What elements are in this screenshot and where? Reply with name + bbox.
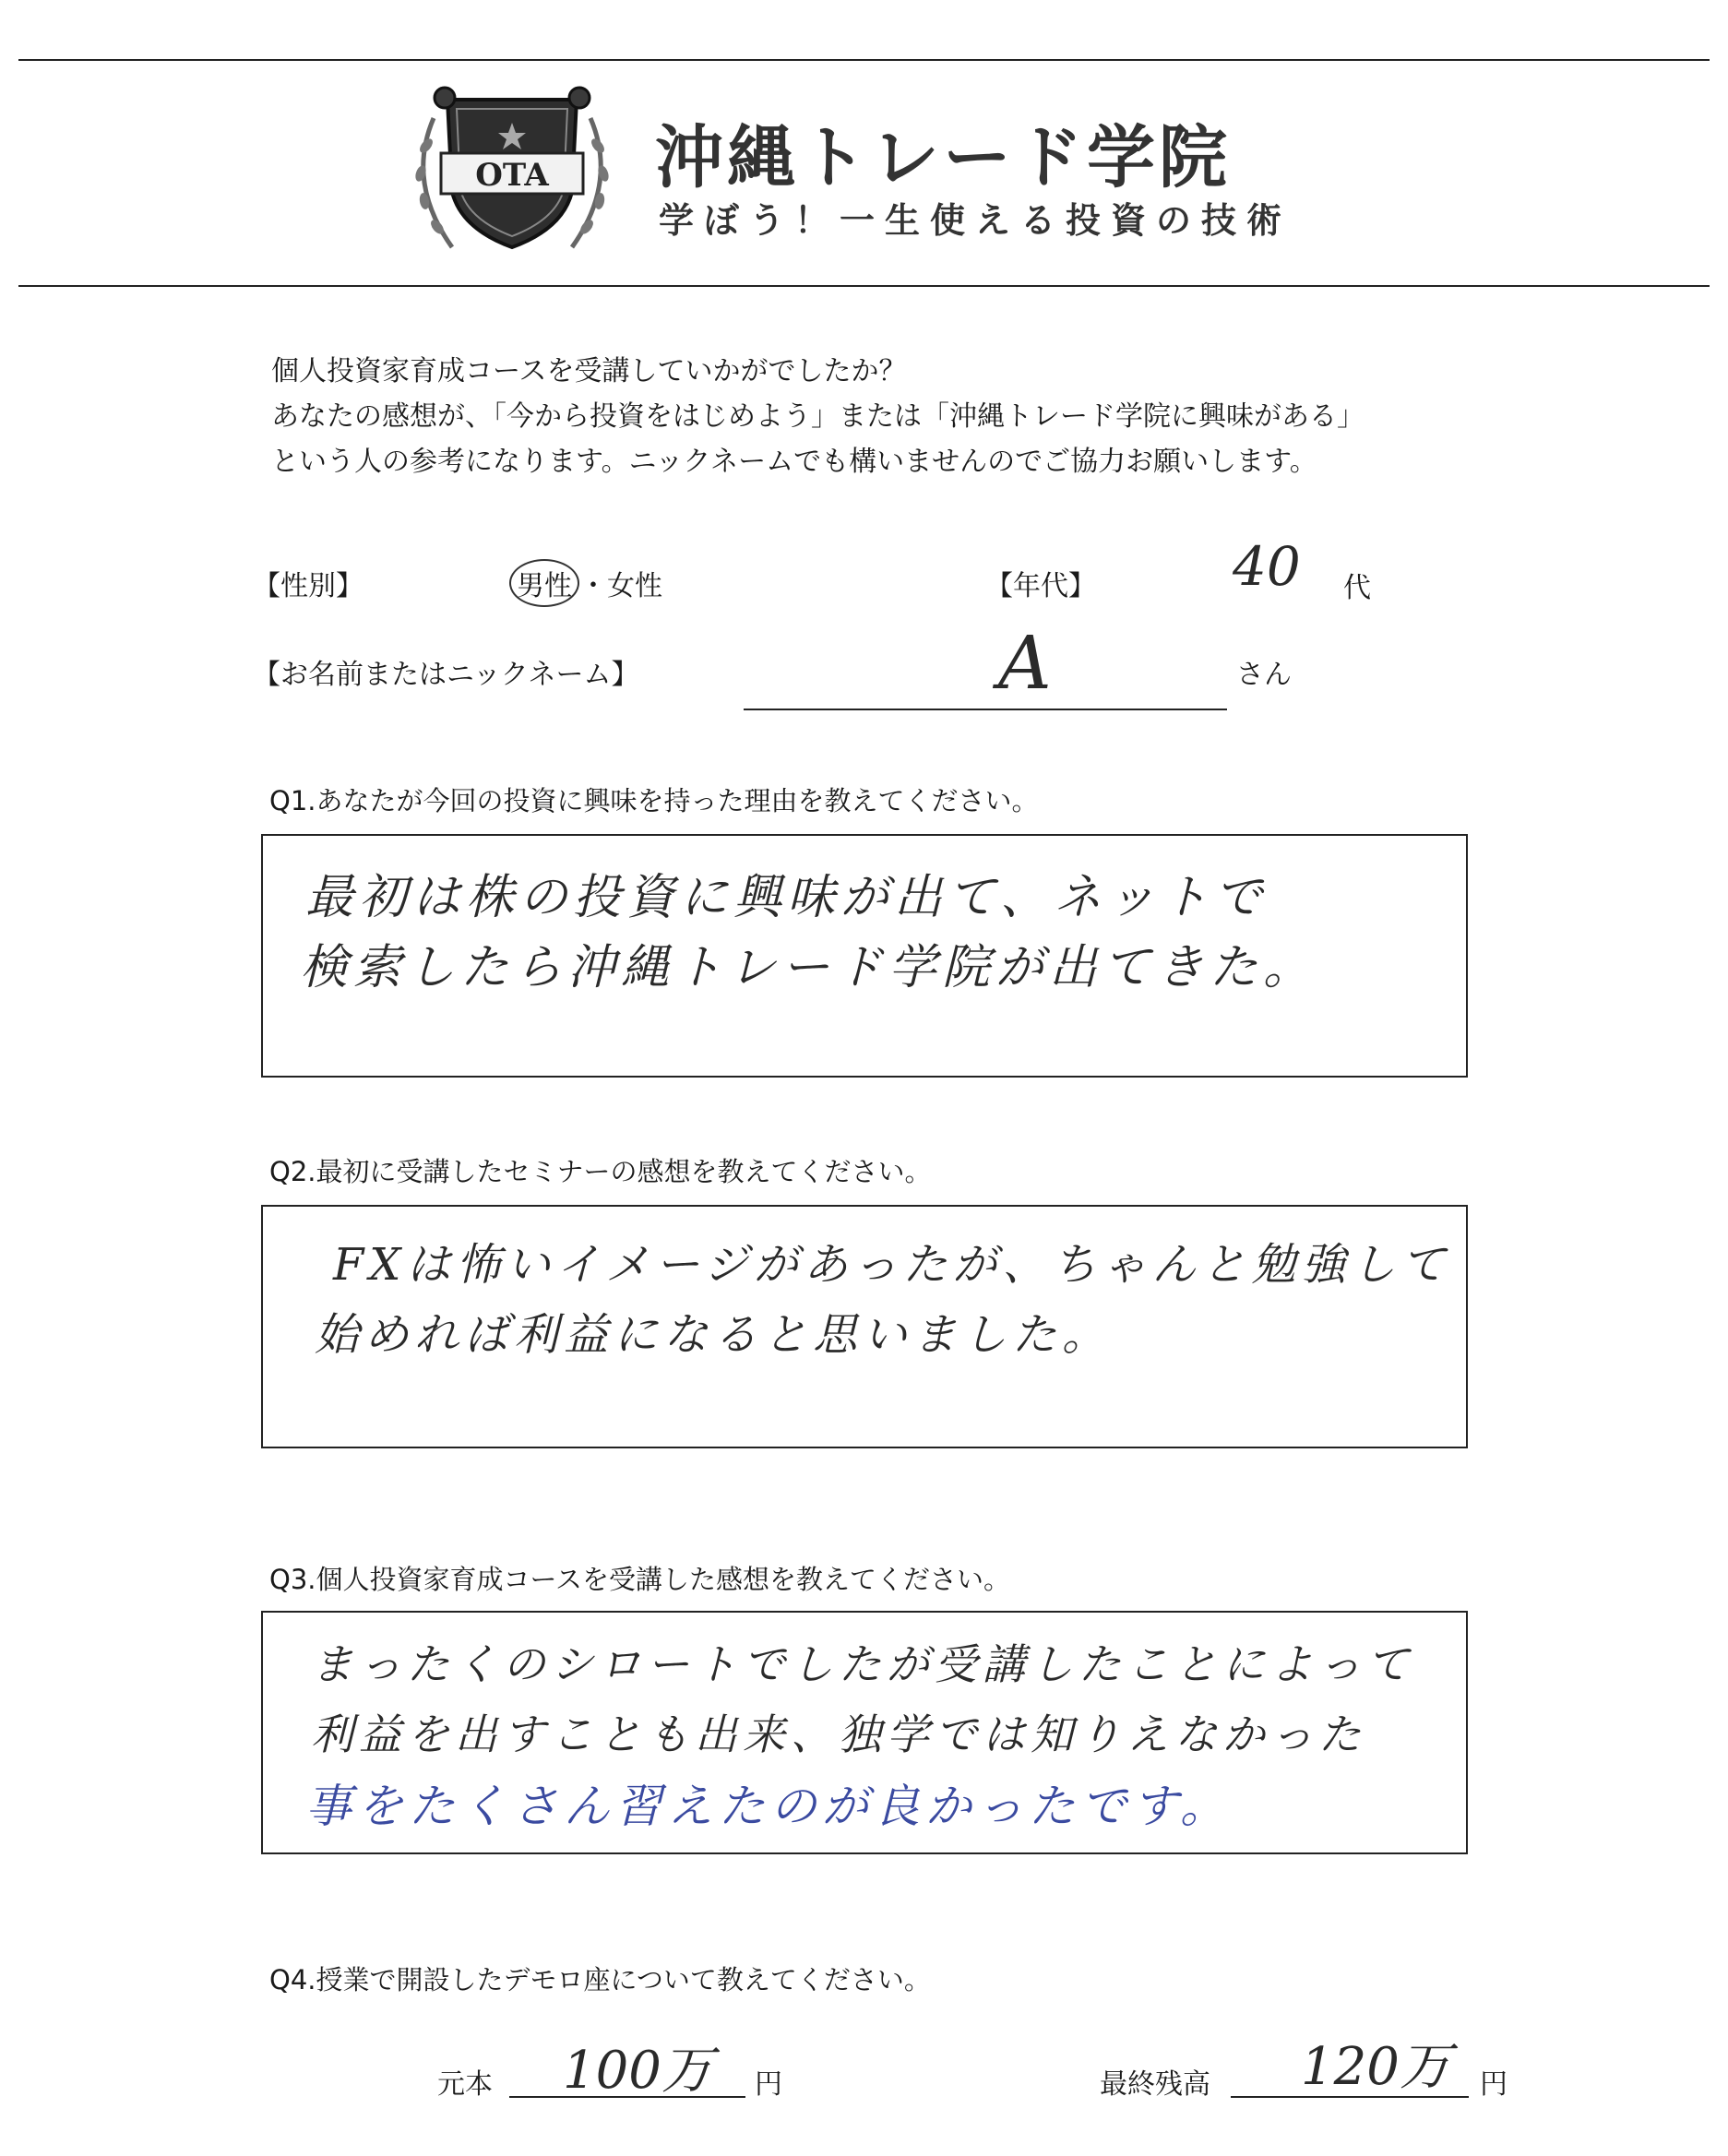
gender-options: [517, 559, 662, 607]
intro-text: [271, 349, 1365, 484]
q1-answer-line-2: 検索したら沖縄トレード学院が出てきた。: [300, 940, 1317, 995]
gender-separator: ・: [579, 570, 607, 602]
final-balance-label: 最終残高: [1100, 2068, 1210, 2101]
gender-option-male-circled: 男性: [509, 559, 579, 607]
q3-answer-line-3: 事をたくさん習えたのが良かったです。: [305, 1780, 1232, 1833]
intro-line-1: 個人投資家育成コースを受講していかがでしたか？: [271, 355, 907, 387]
q2-answer-line-1: FXは怖いイメージがあったが、ちゃんと勉強して: [333, 1239, 1451, 1291]
school-name: 沖縄トレード学院: [655, 118, 1231, 197]
final-balance-value-handwritten: 120万: [1301, 2037, 1451, 2097]
school-tagline: 学ぼう！一生使える投資の技術: [659, 200, 1293, 241]
q3-answer-line-2: 利益を出すことも出来、独学では知りえなかった: [311, 1709, 1366, 1759]
gender-label: 【性別】: [253, 570, 363, 602]
gender-option-female: 女性: [607, 570, 662, 602]
q1-answer-box: [261, 834, 1468, 1078]
q2-answer-box: [261, 1205, 1468, 1448]
q2-question: Q2.最初に受講したセミナーの感想を教えてください。: [269, 1156, 932, 1187]
principal-underline: [509, 2096, 745, 2098]
q3-answer-box: [261, 1611, 1468, 1854]
header-bottom-rule: [18, 285, 1710, 287]
q1-answer-line-1: 最初は株の投資に興味が出て、ネットで: [305, 870, 1268, 925]
intro-line-3: という人の参考になります。ニックネームでも構いませんのでご協力お願いします。: [271, 446, 1317, 478]
final-balance-underline: [1231, 2096, 1469, 2098]
principal-label: 元本: [437, 2068, 493, 2101]
name-underline: [744, 709, 1227, 710]
q4-question: Q4.授業で開設したデモロ座について教えてください。: [269, 1964, 931, 1995]
principal-value-handwritten: 100万: [563, 2041, 713, 2101]
age-value-handwritten: 40: [1233, 535, 1301, 598]
name-value-handwritten: A: [998, 620, 1052, 706]
final-balance-unit: 円: [1480, 2068, 1508, 2101]
intro-line-2: あなたの感想が、「今から投資をはじめよう」または「沖縄トレード学院に興味がある」: [271, 400, 1365, 433]
name-suffix: さん: [1236, 659, 1292, 691]
q3-question: Q3.個人投資家育成コースを受講した感想を教えてください。: [269, 1564, 1011, 1595]
logo-text: OTA: [475, 157, 549, 194]
q2-answer-line-2: 始めれば利益になると思いました。: [315, 1309, 1113, 1361]
header-top-rule: [18, 59, 1710, 61]
age-suffix: 代: [1343, 572, 1371, 604]
q3-answer-line-1: まったくのシロートでしたが受講したことによって: [311, 1639, 1414, 1689]
q1-question: Q1.あなたが今回の投資に興味を持った理由を教えてください。: [269, 785, 1039, 816]
principal-unit: 円: [755, 2068, 782, 2101]
ota-crest-logo: [406, 81, 618, 256]
age-label: 【年代】: [985, 570, 1096, 602]
name-label: 【お名前またはニックネーム】: [253, 659, 639, 691]
